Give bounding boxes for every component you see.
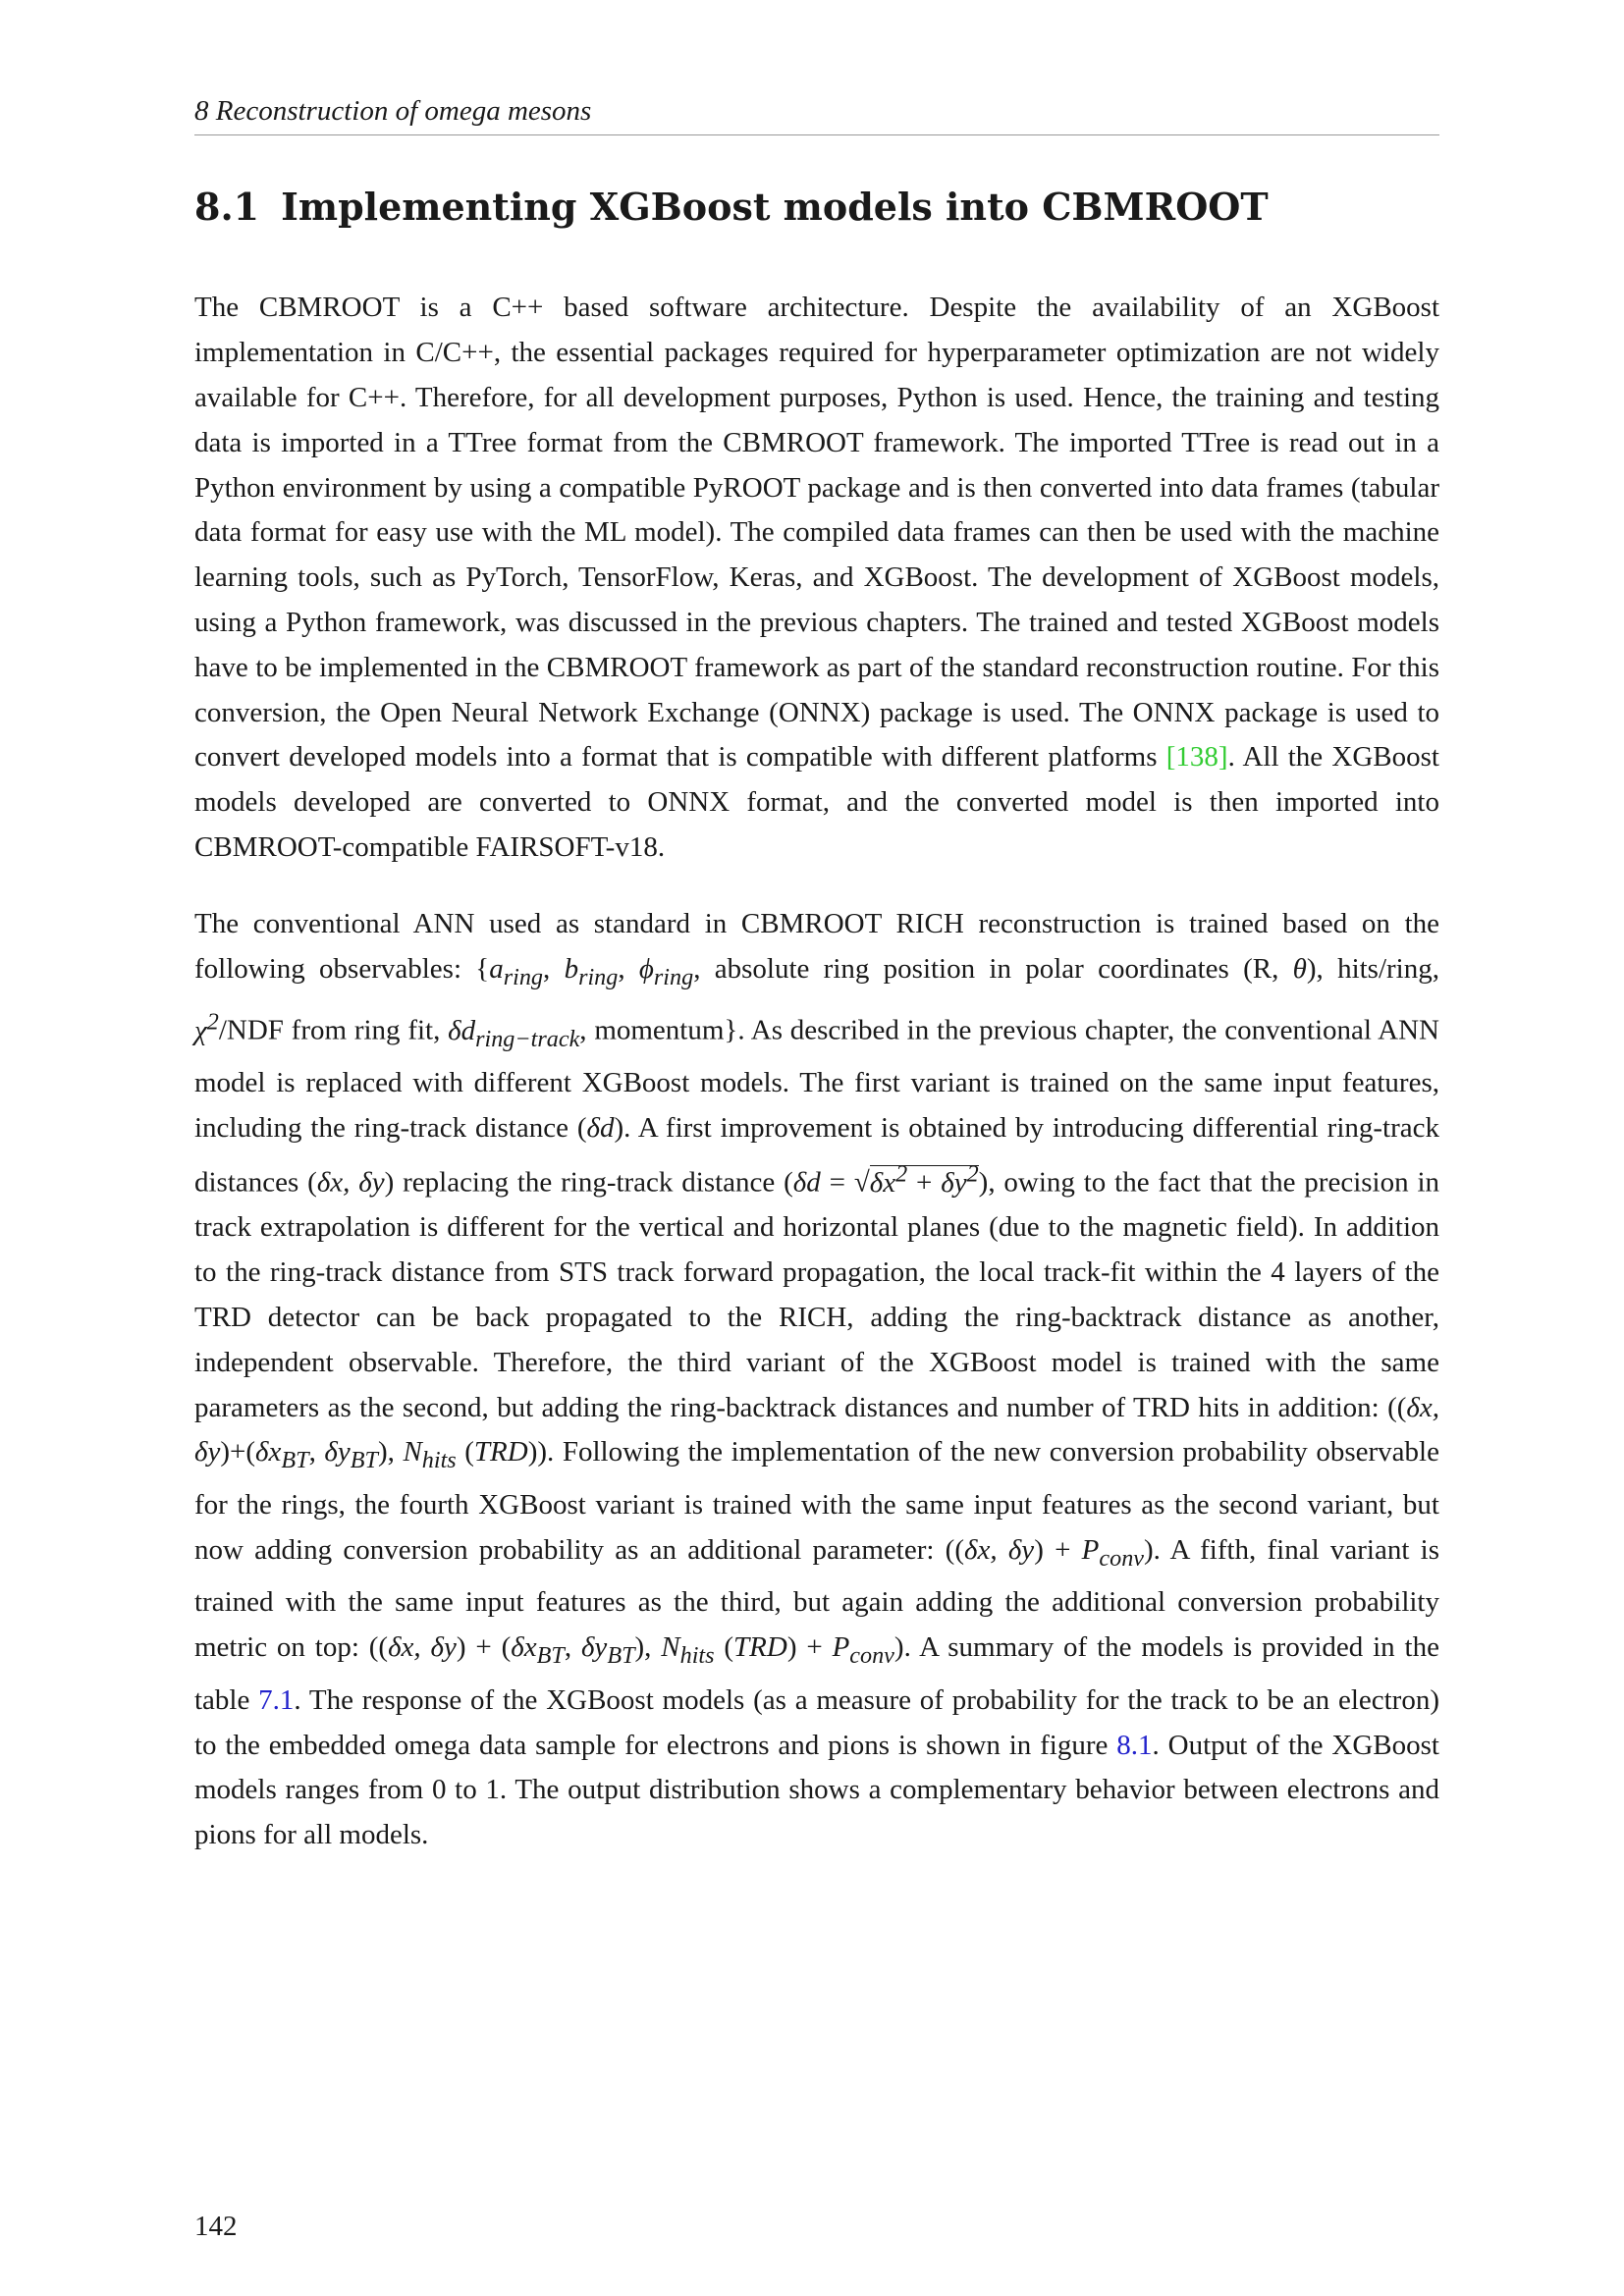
math-n-hits-2: $N_{hits}$ [661, 1631, 715, 1669]
p2-text: )). Following the implementation of the new conversion probability observable for the rings, the fourth XGBoost variant is trained with the same input features as the second variant, but now adding conversion probability as an additional parameter: (( [194, 1436, 1439, 1566]
p2-text: /NDF from ring fit, [218, 1014, 449, 1046]
section-title: Implementing XGBoost models into CBMROOT [281, 184, 1269, 229]
p2-text: ) + [1034, 1533, 1082, 1566]
p2-text: ), hits/ring, [1306, 952, 1439, 985]
p2-text: ), owing to the fact that the precision in track extrapolation is different for the vertical and horizontal planes (due to the magnetic field). In addition to the ring-track distance from STS track forward propagation, the local track-fit within the 4 layers of the TRD detector can be back propagated to the RICH, adding the ring-backtrack distance as another, independent observable. Therefore, the third variant of the XGBoost model is trained with the same parameters as the second, but adding the ring-backtrack distances and number of TRD hits in addition: (( [194, 1166, 1439, 1423]
p2-text: ) replacing the ring-track distance ( [384, 1166, 793, 1199]
math-dx-dy-2: δx, δy [194, 1391, 1439, 1468]
p2-text: ), [377, 1436, 404, 1468]
math-dx-dy: δx, δy [316, 1166, 385, 1199]
math-trd-2: TRD [733, 1631, 787, 1664]
math-dy-bt: $\delta y_{BT}$ [324, 1436, 378, 1474]
math-b-ring: $b_{ring}$ [564, 952, 619, 990]
citation-138[interactable]: [138] [1165, 741, 1228, 774]
section-number: 8.1 [194, 184, 260, 229]
section-heading [194, 185, 1439, 230]
p2-text: The conventional ANN used as standard in CBMROOT RICH reconstruction is trained based on the following observables: { [194, 907, 1439, 985]
p2-text: ( [456, 1436, 474, 1468]
p2-text: )+( [220, 1436, 256, 1468]
p2-text: , momentum}. As described in the previous chapter, the conventional ANN model is replaced with different XGBoost models. The first variant is trained on the same input features, including the ring-track distance ( [194, 1014, 1439, 1145]
p2-text: , absolute ring position in polar coordinates (R, [693, 952, 1293, 985]
math-sqrt-expression: $√\delta x^2 + \delta y^2$ [853, 1159, 979, 1199]
math-chi-squared: $\chi^2$ [194, 1008, 219, 1046]
paragraph-1 [194, 286, 1439, 870]
math-delta-d: δd [586, 1112, 615, 1145]
page-number: 142 [194, 2211, 238, 2242]
p2-text: ), [634, 1631, 662, 1664]
paragraph-1-text-a: The CBMROOT is a C++ based software architecture. Despite the availability of an XGBoost implementation in C/C++, the essential packages required for hyperparameter optimization are not widely available for C++. Therefore, for all development purposes, Python is used. Hence, the training and testing data is imported in a TTree format from the CBMROOT framework. The imported TTree is read out in a Python environment by using a compatible PyROOT package and is then converted into data frames (tabular data format for easy use with the ML model). The compiled data frames can then be used with the machine learning tools, such as PyTorch, TensorFlow, Keras, and XGBoost. The development of XGBoost models, using a Python framework, was discussed in the previous chapters. The trained and tested XGBoost models have to be implemented in the CBMROOT framework as part of the standard reconstruction routine. For this conversion, the Open Neural Network Exchange (ONNX) package is used. The ONNX package is used to convert developed models into a format that is compatible with different platforms [194, 292, 1439, 774]
math-p-conv: $P_{conv}$ [1081, 1533, 1144, 1572]
p2-text: ). A summary of the models is provided in the table [194, 1631, 1439, 1716]
math-theta: θ [1292, 952, 1307, 985]
p2-text: ). A fifth, final variant is trained with the same input features as the third, but again adding the additional conversion probability metric on top: (( [194, 1533, 1439, 1664]
math-dx-dy-3: δx, δy [964, 1533, 1035, 1566]
math-phi-ring: $\phi_{ring}$ [638, 952, 694, 990]
p2-text: . Output of the XGBoost models ranges from 0 to 1. The output distribution shows a complementary behavior between electrons and pions for all models. [194, 1729, 1439, 1851]
math-dy-bt-2: $\delta y_{BT}$ [580, 1631, 635, 1669]
math-equals: = [820, 1166, 854, 1199]
math-a-ring: $a_{ring}$ [489, 952, 544, 990]
sqrt-icon: √ [853, 1166, 870, 1199]
math-n-hits: $N_{hits}$ [403, 1436, 457, 1474]
p2-text: ) + ( [456, 1631, 512, 1664]
math-dx-bt-2: $\delta x_{BT}$ [511, 1631, 565, 1669]
math-dx-bt: $\delta x_{BT}$ [255, 1436, 309, 1474]
running-header: 8 Reconstruction of omega mesons [194, 94, 1439, 135]
math-delta-d-ring-track: $\delta d_{ring-track}$ [448, 1014, 580, 1052]
figure-reference-link[interactable]: 8.1 [1116, 1729, 1153, 1761]
p2-text: . The response of the XGBoost models (as a measure of probability for the track to be an electron) to the embedded omega data sample for electrons and pions is shown in figure [194, 1683, 1440, 1761]
paragraph-2: The conventional ANN used as standard in CBMROOT RICH reconstruction is trained based on the following observables: {$a_{ring}$, $b_{ring}$, $\phi_{ring}$, absolute ring position in polar coordinates (R, θ), hits/ring, $\chi^2$/NDF from ring fit, $\delta d_{ring-track}$, momentum}. As described in the previous chapter, the conventional ANN model is replaced with different XGBoost models. The first variant is trained on the same input features, including the ring-track distance (δd). A first improvement is obtained by introducing differential ring-track distances (δx, δy) replacing the ring-track distance $(\delta d = √\delta x^2 + \delta y^2)$, owing to the fact that the precision in track extrapolation is different for the vertical and horizontal planes (due to the magnetic field). In addition to the ring-track distance from STS track forward propagation, the local track-fit within the 4 layers of the TRD detector can be back propagated to the RICH, adding the ring-backtrack distance as another, independent observable. Therefore, the third variant of the XGBoost model is trained with the same parameters as the second, but adding the ring-backtrack distances and number of TRD hits in addition: ((δx, $\delta y)+(\delta x_{BT}$, $\delta y_{BT}$), $N_{hits}$ (TRD)). Following the implementation of the new conversion probability observable for the rings, the fourth XGBoost variant is trained with the same input features as the second variant, but now adding conversion probability as an additional parameter: ((δx, $\delta y) + P_{conv}$). A fifth, final variant is trained with the same input features as the third, but again adding the additional conversion probability metric on top: ((δx, $\delta y) + (\delta x_{BT}$, $\delta y_{BT}$), $N_{hits}$ $(TRD) + P_{conv}$). A summary of the models is provided in the table 7.1. The response of the XGBoost models (as a measure of probability for the track to be an electron) to the embedded omega data sample for electrons and pions is shown in figure 8.1. Output of the XGBoost models ranges from 0 to 1. The output distribution shows a complementary behavior between electrons and pions for all models. [194, 907, 1440, 1851]
p2-text: ( [714, 1631, 734, 1664]
p2-text: ). A first improvement is obtained by introducing differential ring-track distances ( [194, 1112, 1440, 1199]
math-p-conv-2: $P_{conv}$ [832, 1631, 894, 1669]
math-dx-dy-4: δx, δy [388, 1631, 457, 1664]
paragraph-1-text-b: . All the XGBoost models developed are converted to ONNX format, and the converted model is then imported into CBMROOT-compatible FAIRSOFT-v18. [194, 741, 1439, 863]
p2-text: ) + [786, 1631, 833, 1664]
math-trd: TRD [473, 1436, 528, 1468]
math-delta-d-eq: δd [792, 1166, 821, 1199]
table-reference-link[interactable]: 7.1 [258, 1683, 295, 1716]
page-body [194, 94, 1439, 1858]
